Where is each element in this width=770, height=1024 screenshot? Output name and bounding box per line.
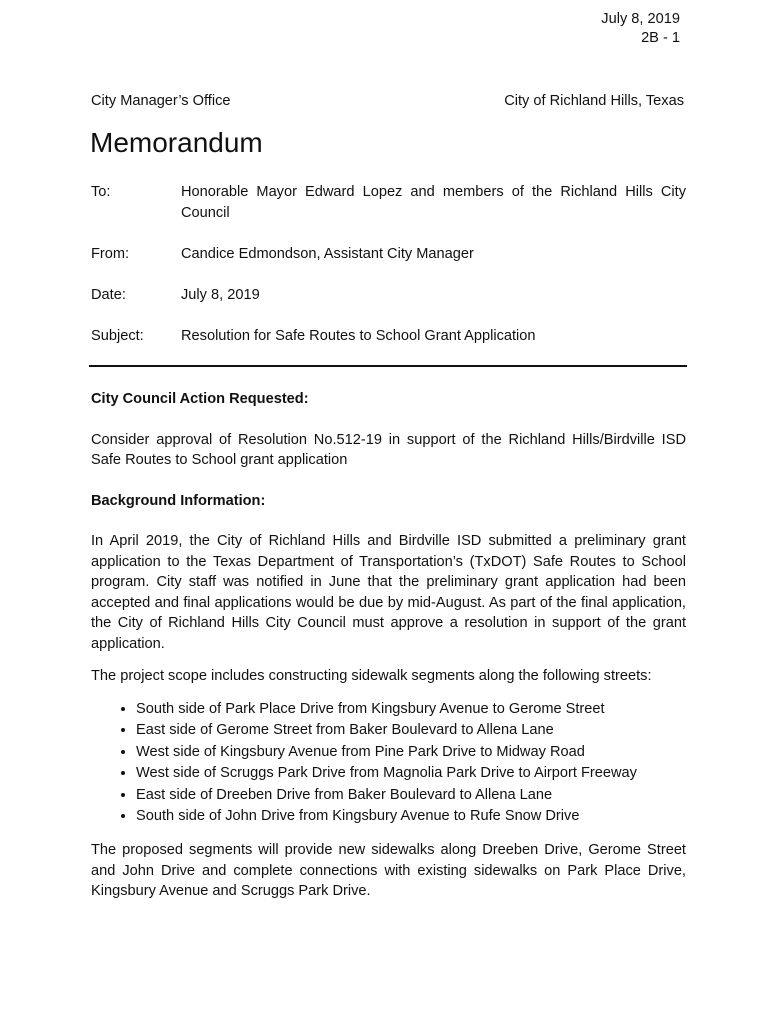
background-paragraph-2: The project scope includes constructing sidewalk segments along the following streets: [91,668,652,684]
office-name: City Manager’s Office [91,93,231,109]
header-block [601,10,680,48]
memo-body [91,389,686,922]
background-paragraph-3: The proposed segments will provide new sidewalks along Dreeben Drive, Gerome Street and John Drive and complete connections with existing sidewalks on Park Place Drive, Kingsbury Avenue and Scruggs Park Drive. [91,842,686,900]
memo-subject-row [91,326,686,347]
list-item: • South side of Park Place Drive from Kingsbury Avenue to Gerome Street [136,699,686,721]
page-title: Memorandum [90,127,263,158]
date-value: July 8, 2019 [181,287,260,303]
streets-list [91,699,686,829]
list-item: • West side of Scruggs Park Drive from Magnolia Park Drive to Airport Freeway [136,763,686,785]
list-item: • South side of John Drive from Kingsbury Avenue to Rufe Snow Drive [136,806,686,828]
list-item: • West side of Kingsbury Avenue from Pine Park Drive to Midway Road [136,742,686,764]
subject-value: Resolution for Safe Routes to School Grant Application [181,328,536,344]
office-row [91,93,684,109]
action-text: Consider approval of Resolution No.512-19 in support of the Richland Hills/Birdville ISD Safe Routes to School grant application [91,431,686,468]
to-value: Honorable Mayor Edward Lopez and members of the Richland Hills City Council [181,184,686,221]
header-divider [89,365,687,367]
background-paragraph-1: In April 2019, the City of Richland Hills and Birdville ISD submitted a preliminary grant application to the Texas Department of Transportation’s (TxDOT) Safe Routes to School program. City staff was notified in June that the preliminary grant application had been accepted and final applications would be due by mid-August. As part of the final application, the City of Richland Hills City Council must approve a resolution in support of the grant application. [91,533,686,652]
from-label: From: [91,246,130,262]
memo-from-row [91,244,686,265]
page-code: 2B - 1 [641,30,680,46]
memo-date-row [91,285,686,306]
list-item: • East side of Gerome Street from Baker Boulevard to Allena Lane [136,720,686,742]
memo-to-row [91,182,686,223]
from-value: Candice Edmondson, Assistant City Manager [181,246,474,262]
subject-label: Subject: [91,328,144,344]
action-heading: City Council Action Requested: [91,391,309,407]
city-name: City of Richland Hills, Texas [504,93,684,109]
to-label: To: [91,184,111,200]
header-date: July 8, 2019 [601,11,680,27]
list-item: • East side of Dreeben Drive from Baker Boulevard to Allena Lane [136,785,686,807]
background-heading: Background Information: [91,492,266,509]
date-label: Date: [91,287,126,303]
